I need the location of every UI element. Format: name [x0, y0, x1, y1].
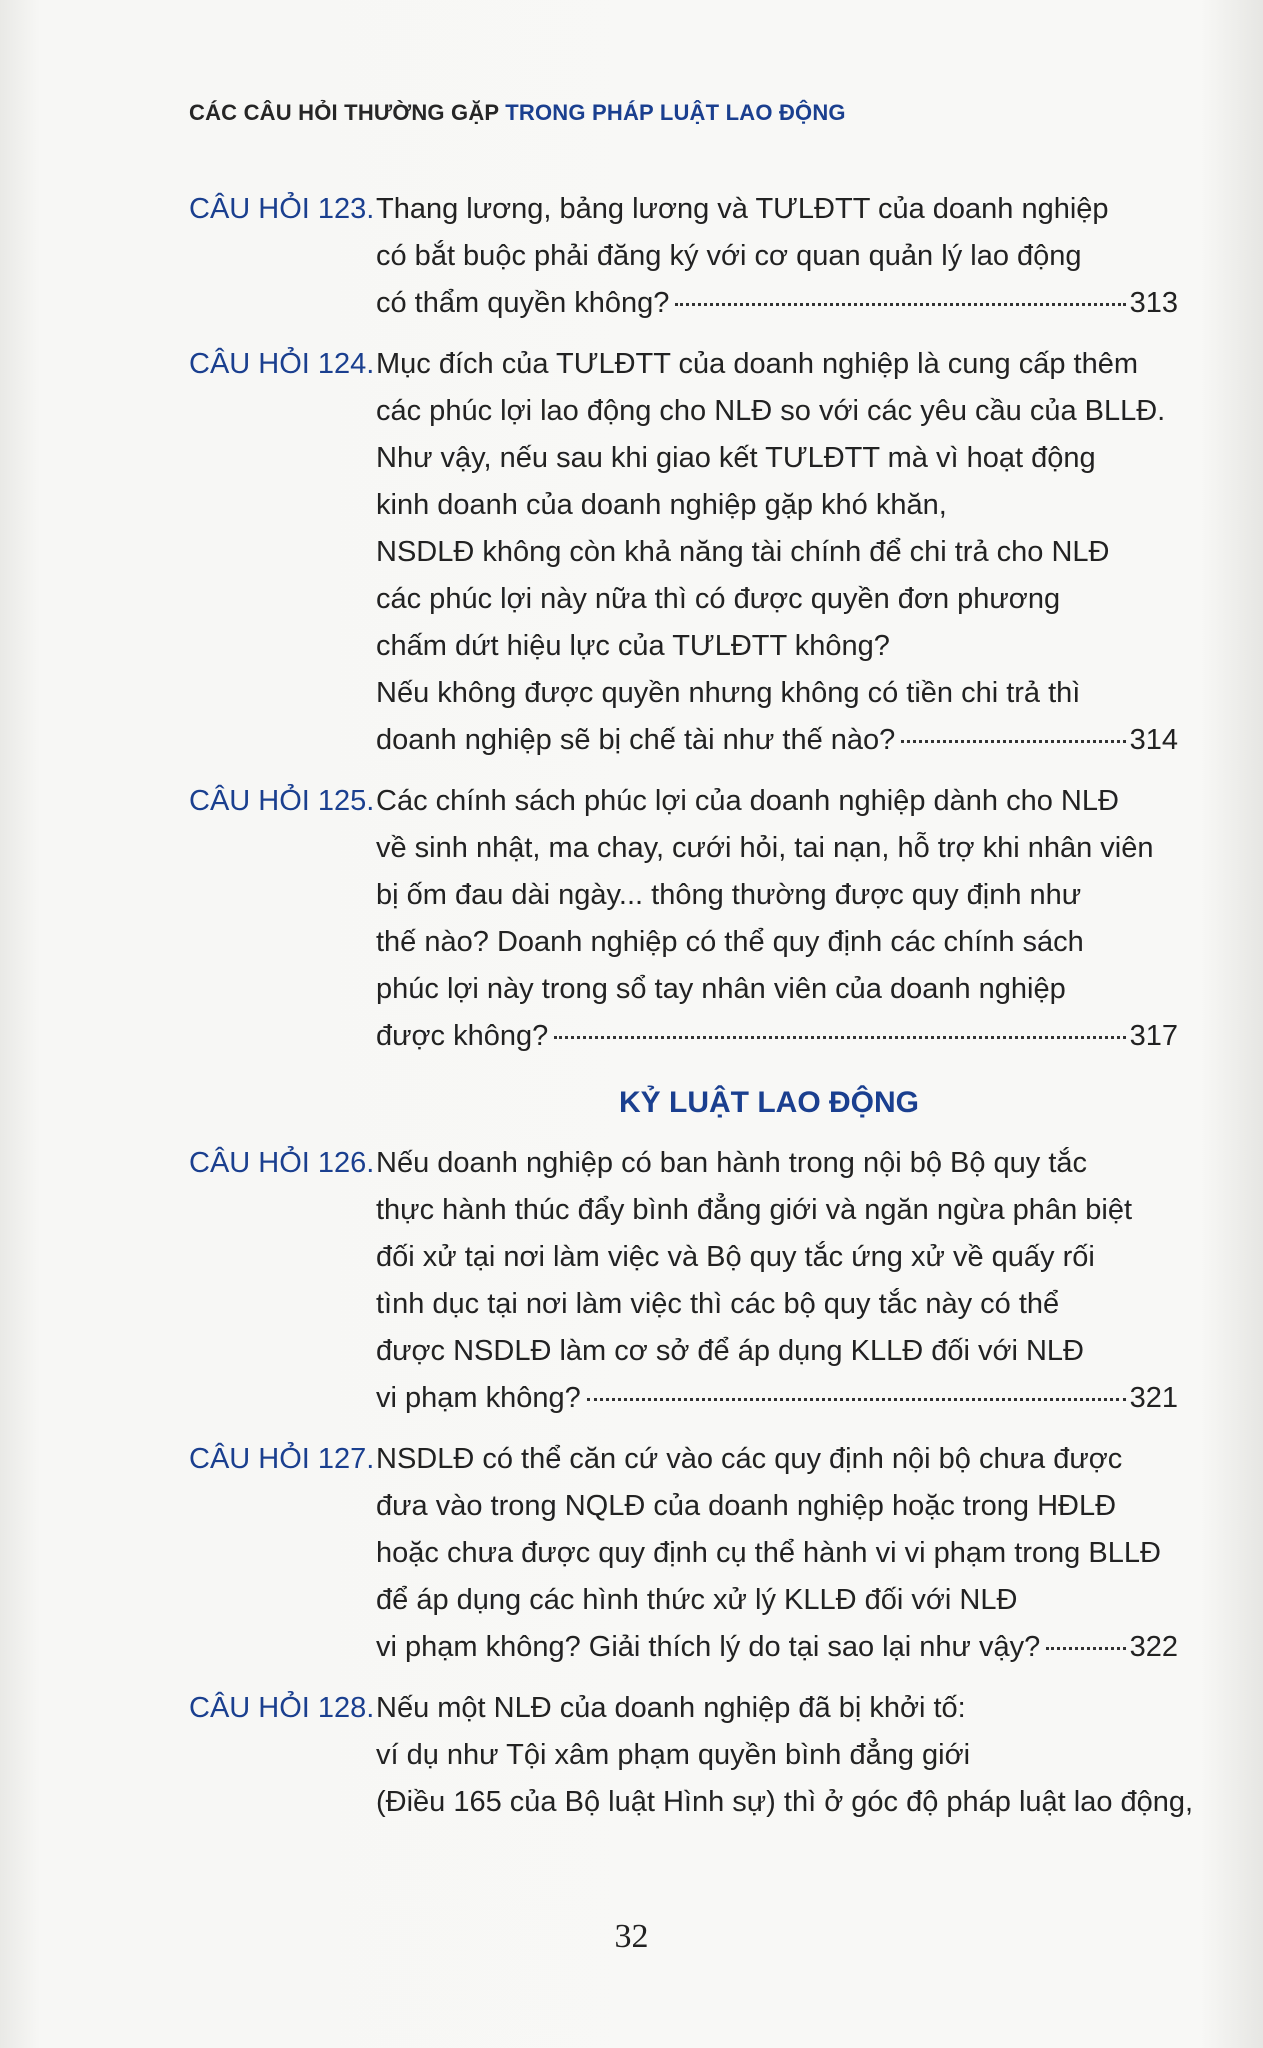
question-line: doanh nghiệp sẽ bị chế tài như thế nào?: [376, 724, 896, 756]
table-of-contents: [189, 186, 1194, 1826]
toc-entry-126: [189, 1140, 1189, 1422]
question-line: bị ốm đau dài ngày... thông thường được quy định như: [376, 879, 1082, 911]
question-line: phúc lợi này trong sổ tay nhân viên của doanh nghiệp: [376, 973, 1066, 1005]
dot-leader: [675, 303, 1125, 306]
question-number: CÂU HỎI 126.: [189, 1147, 375, 1179]
toc-entry-127: [189, 1436, 1189, 1671]
question-line: NSDLĐ có thể căn cứ vào các quy định nội bộ chưa được: [376, 1443, 1123, 1475]
question-line: Nếu doanh nghiệp có ban hành trong nội bộ Bộ quy tắc: [376, 1147, 1088, 1179]
page-reference: 321: [1129, 1382, 1178, 1414]
toc-entry-124: [189, 341, 1189, 764]
page-reference: 322: [1129, 1631, 1178, 1663]
question-line: được không?: [376, 1020, 549, 1052]
question-line: vi phạm không? Giải thích lý do tại sao lại như vậy?: [376, 1631, 1041, 1663]
question-text: [376, 778, 1176, 1060]
question-line: NSDLĐ không còn khả năng tài chính để chi trả cho NLĐ: [376, 536, 1110, 568]
question-line: Như vậy, nếu sau khi giao kết TƯLĐTT mà vì hoạt động: [376, 442, 1096, 474]
question-last-line: [376, 1624, 1178, 1671]
question-number: CÂU HỎI 128.: [189, 1692, 375, 1724]
header-title-part-1: CÁC CÂU HỎI THƯỜNG GẶP: [189, 100, 506, 125]
question-line: để áp dụng các hình thức xử lý KLLĐ đối với NLĐ: [376, 1584, 1018, 1616]
question-line: các phúc lợi này nữa thì có được quyền đơn phương: [376, 583, 1061, 615]
toc-entry-125: [189, 778, 1189, 1060]
dot-leader: [1046, 1647, 1125, 1650]
dot-leader: [587, 1398, 1126, 1401]
page-reference: 317: [1129, 1020, 1178, 1052]
question-line: thế nào? Doanh nghiệp có thể quy định các chính sách: [376, 926, 1084, 958]
question-text: [376, 341, 1176, 764]
question-line: thực hành thúc đẩy bình đẳng giới và ngăn ngừa phân biệt: [376, 1194, 1133, 1226]
question-line: đối xử tại nơi làm việc và Bộ quy tắc ứng xử về quấy rối: [376, 1241, 1095, 1273]
question-line: Mục đích của TƯLĐTT của doanh nghiệp là cung cấp thêm: [376, 348, 1139, 380]
question-line: (Điều 165 của Bộ luật Hình sự) thì ở góc độ pháp luật lao động,: [376, 1786, 1194, 1818]
running-header: [189, 100, 846, 126]
question-text: [376, 1685, 1194, 1826]
question-line: có bắt buộc phải đăng ký với cơ quan quản lý lao động: [376, 240, 1082, 272]
question-line: tình dục tại nơi làm việc thì các bộ quy tắc này có thể: [376, 1288, 1060, 1320]
question-text: [376, 1436, 1176, 1671]
question-number: CÂU HỎI 127.: [189, 1443, 375, 1475]
question-number: CÂU HỎI 123.: [189, 193, 375, 225]
page-reference: 313: [1129, 287, 1178, 319]
section-heading: KỶ LUẬT LAO ĐỘNG: [619, 1086, 919, 1119]
question-text: [376, 186, 1176, 327]
header-title-part-2: TRONG PHÁP LUẬT LAO ĐỘNG: [505, 100, 846, 125]
question-number: CÂU HỎI 124.: [189, 348, 375, 380]
question-text: [376, 1140, 1176, 1422]
page-reference: 314: [1129, 724, 1178, 756]
question-line: đưa vào trong NQLĐ của doanh nghiệp hoặc trong HĐLĐ: [376, 1490, 1117, 1522]
question-line: Nếu không được quyền nhưng không có tiền chi trả thì: [376, 677, 1081, 709]
toc-entry-123: [189, 186, 1189, 327]
question-line: ví dụ như Tội xâm phạm quyền bình đẳng giới: [376, 1739, 971, 1771]
question-line: vi phạm không?: [376, 1382, 581, 1414]
dot-leader: [901, 740, 1125, 743]
question-line: chấm dứt hiệu lực của TƯLĐTT không?: [376, 630, 890, 662]
dot-leader: [554, 1036, 1125, 1039]
toc-entry-128: [189, 1685, 1194, 1826]
question-line: Các chính sách phúc lợi của doanh nghiệp dành cho NLĐ: [376, 785, 1119, 817]
question-line: kinh doanh của doanh nghiệp gặp khó khăn,: [376, 489, 947, 521]
question-line: có thẩm quyền không?: [376, 287, 670, 319]
question-line: về sinh nhật, ma chay, cưới hỏi, tai nạn, hỗ trợ khi nhân viên: [376, 832, 1154, 864]
question-line: Thang lương, bảng lương và TƯLĐTT của doanh nghiệp: [376, 193, 1109, 225]
question-last-line: [376, 1375, 1178, 1422]
question-line: hoặc chưa được quy định cụ thể hành vi vi phạm trong BLLĐ: [376, 1537, 1161, 1569]
question-last-line: [376, 280, 1178, 327]
question-line: được NSDLĐ làm cơ sở để áp dụng KLLĐ đối với NLĐ: [376, 1335, 1084, 1367]
question-line: các phúc lợi lao động cho NLĐ so với các yêu cầu của BLLĐ.: [376, 395, 1166, 427]
page-number: 32: [614, 1918, 649, 1955]
question-last-line: [376, 1013, 1178, 1060]
question-line: Nếu một NLĐ của doanh nghiệp đã bị khởi tố:: [376, 1692, 966, 1724]
question-last-line: [376, 717, 1178, 764]
question-number: CÂU HỎI 125.: [189, 785, 375, 817]
